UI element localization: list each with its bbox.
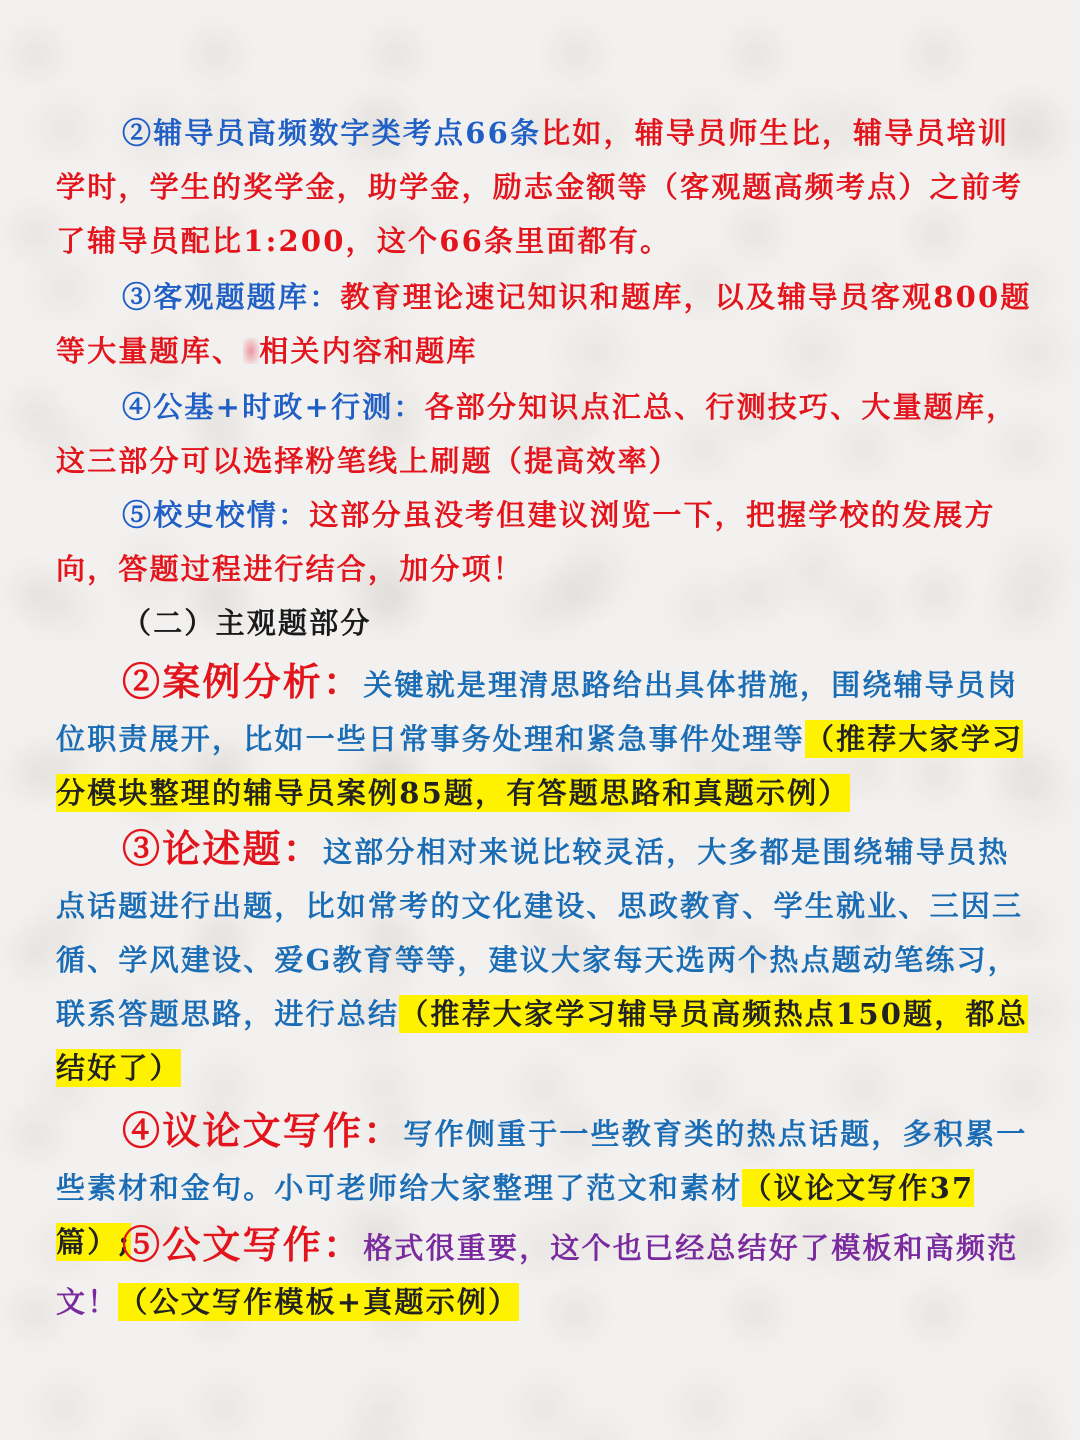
item-4-text: 各部分知识点汇总、行测技巧、大量题库，这三部分可以选择粉笔线上刷题（提高效率） <box>56 390 1018 478</box>
subjective-3-label: ③论述题： <box>122 826 324 871</box>
item-5-text: 这部分虽没考但建议浏览一下，把握学校的发展方向，答题过程进行结合，加分项！ <box>56 498 996 586</box>
subjective-2 <box>56 655 1032 820</box>
subjective-2-highlight: （推荐大家学习分模块整理的辅导员案例85题，有答题思路和真题示例） <box>56 722 1024 810</box>
item-4-label: ④公基+时政+行测： <box>122 390 425 424</box>
redacted-blur <box>243 338 259 364</box>
subjective-5-highlight: （公文写作模板+真题示例） <box>118 1285 520 1319</box>
subjective-4-text: 写作侧重于一些教育类的热点话题，多积累一些素材和金句。小可老师给大家整理了范文和素材 <box>56 1117 1028 1205</box>
item-3 <box>56 270 1032 378</box>
item-5 <box>56 488 1032 596</box>
subjective-5-label: ⑤公文写作： <box>122 1222 364 1267</box>
subjective-4-highlight: （议论文写作37篇）; <box>56 1171 975 1259</box>
subjective-3-highlight: （推荐大家学习辅导员高频热点150题，都总结好了） <box>56 997 1028 1085</box>
subjective-5-text: 格式很重要，这个也已经总结好了模板和高频范文！ <box>56 1231 1019 1319</box>
subjective-5 <box>56 1218 1032 1329</box>
subjective-4-label: ④议论文写作： <box>122 1108 404 1153</box>
item-2-text: 比如，辅导员师生比，辅导员培训学时，学生的奖学金，助学金，励志金额等（客观题高频考点）之前考了辅导员配比1:200，这个66条里面都有。 <box>56 116 1024 258</box>
item-3-text-a: 教育理论速记知识和题库，以及辅导员客观800题等大量题库、 <box>56 280 1032 368</box>
item-3-label: ③客观题题库： <box>122 280 341 314</box>
subjective-3-text: 这部分相对来说比较灵活，大多都是围绕辅导员热点话题进行出题，比如常考的文化建设、思政教育、学生就业、三因三循、学风建设、爱G教育等等，建议大家每天选两个热点题动笔练习，联系答题思路，进行总结 <box>56 835 1024 1031</box>
item-2 <box>56 106 1032 268</box>
subjective-2-label: ②案例分析： <box>122 659 364 704</box>
subjective-3 <box>56 822 1032 1095</box>
section-title <box>122 596 1022 650</box>
section-title-text: （二）主观题部分 <box>122 606 372 640</box>
item-5-label: ⑤校史校情： <box>122 498 310 532</box>
item-3-text-b: 相关内容和题库 <box>259 334 478 368</box>
item-4 <box>56 380 1032 488</box>
subjective-2-text: 关键就是理清思路给出具体措施，围绕辅导员岗位职责展开，比如一些日常事务处理和紧急事件处理等 <box>56 668 1019 756</box>
item-2-label: ②辅导员高频数字类考点66条 <box>122 116 542 150</box>
